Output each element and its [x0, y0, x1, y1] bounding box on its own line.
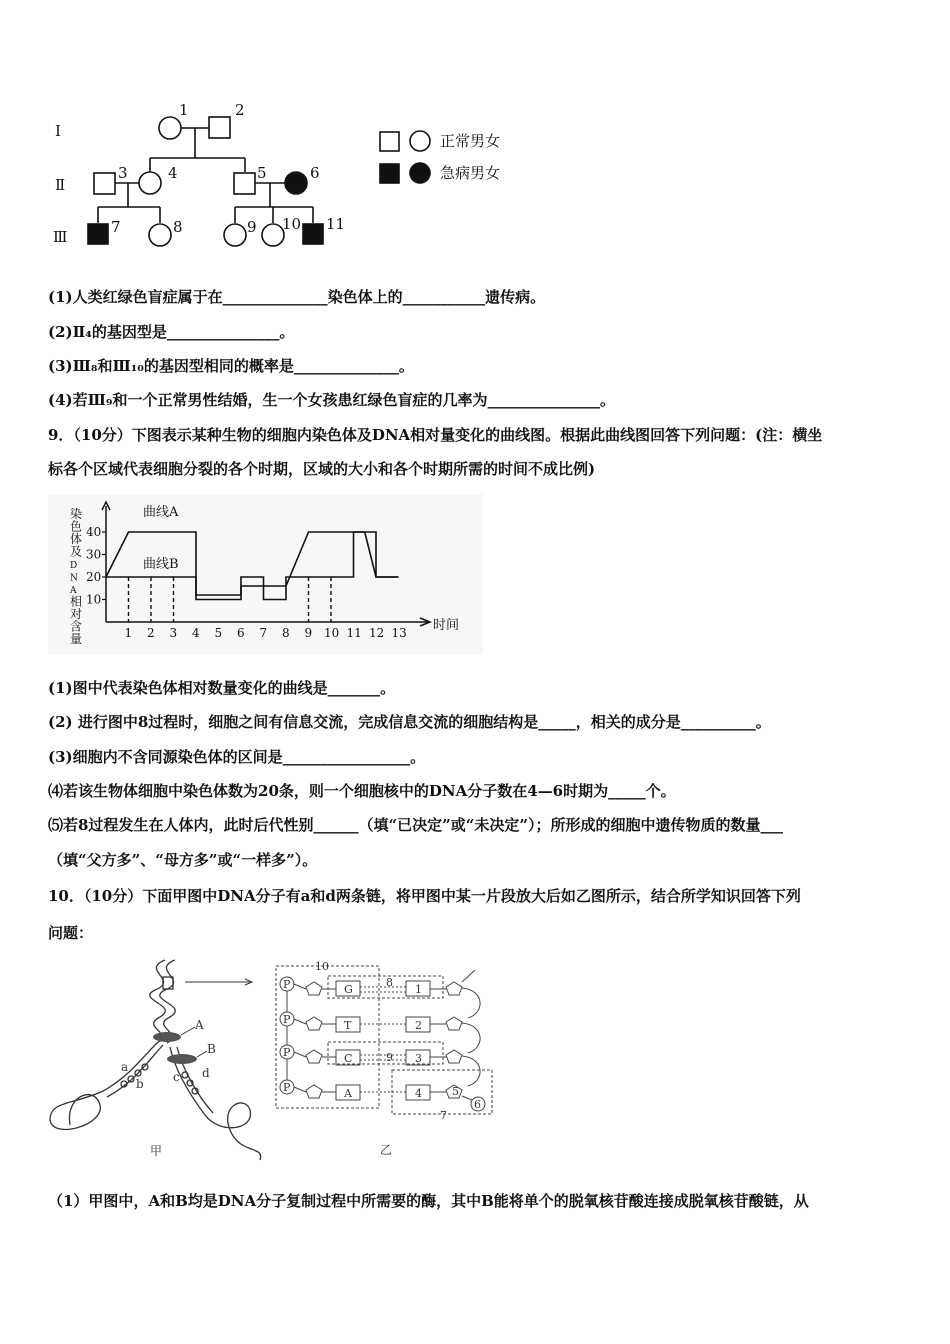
y-axis-label-char: A — [70, 586, 77, 596]
individual-number: 6 — [310, 164, 320, 182]
label-d: d — [202, 1066, 210, 1080]
q8-item-1: (1)人类红绿色盲症属于在______________染色体上的___________遗传病。 — [48, 288, 546, 306]
q9-stem-line1: 9．（10分）下图表示某种生物的细胞内染色体及DNA相对量变化的曲线图。根据此曲线图回答下列问题：(注：横坐 — [48, 426, 823, 444]
individual-number: 2 — [235, 101, 245, 119]
generation-label: Ⅲ — [53, 228, 68, 246]
phosphate-label: P — [283, 1013, 291, 1026]
legend-affected-label: 急病男女 — [440, 164, 501, 182]
enzyme-B — [167, 1054, 197, 1064]
y-axis-label-char: N — [70, 573, 78, 584]
x-tick-label: 10 — [324, 626, 340, 640]
q9-stem-line2: 标各个区域代表细胞分裂的各个时期，区域的大小和各个时期所需的时间不成比例) — [48, 460, 596, 478]
generation-label: Ⅰ — [55, 122, 61, 140]
base-number: 3 — [415, 1052, 422, 1065]
base-label: A — [344, 1087, 352, 1100]
base-number: 4 — [415, 1087, 422, 1100]
individual-7 — [88, 224, 108, 244]
q10-stem-line2: 问题： — [48, 924, 94, 942]
individual-number: 5 — [257, 164, 267, 182]
figure-jia-label: 甲 — [150, 1144, 163, 1158]
individual-number: 8 — [173, 218, 183, 236]
y-axis-label-char: 相 — [70, 594, 83, 609]
dna-structure-figure — [270, 958, 515, 1158]
series-label-B: 曲线B — [143, 557, 179, 572]
phosphate-label: P — [283, 978, 291, 991]
y-axis-label-char: 体 — [70, 532, 83, 546]
x-tick-label: 2 — [147, 626, 155, 640]
figure-yi-label: 乙 — [380, 1143, 393, 1157]
label-8: 8 — [386, 976, 393, 989]
chromosome-dna-chart — [48, 494, 483, 654]
y-tick-label: 10 — [86, 592, 102, 607]
individual-5 — [234, 173, 255, 194]
series-label-A: 曲线A — [143, 505, 179, 520]
enzyme-A — [153, 1032, 181, 1042]
label-a: a — [121, 1060, 129, 1074]
individual-number: 11 — [326, 215, 346, 233]
generation-label: Ⅱ — [55, 176, 66, 194]
base-number: 1 — [415, 983, 422, 996]
q10-stem-line1: 10．（10分）下面甲图中DNA分子有a和d两条链，将甲图中某一片段放大后如乙图所示，结合所学知识回答下列 — [48, 887, 801, 905]
phosphate-label: P — [283, 1046, 291, 1059]
q8-item-3: (3)Ⅲ₈和Ⅲ₁₀的基因型相同的概率是______________。 — [48, 357, 414, 375]
individual-10 — [262, 224, 284, 246]
x-tick-label: 1 — [124, 626, 133, 640]
individual-number: 1 — [179, 101, 189, 119]
phosphate-label: P — [283, 1081, 291, 1094]
base-number: 2 — [415, 1019, 422, 1032]
label-6: 6 — [474, 1098, 481, 1111]
y-axis-label-char: 色 — [70, 519, 83, 534]
individual-6 — [285, 172, 307, 194]
x-axis-label: 时间 — [433, 618, 460, 633]
x-tick-label: 12 — [369, 626, 385, 640]
y-axis-label-char: 及 — [70, 544, 83, 559]
legend-affected-male — [380, 164, 399, 183]
x-tick-label: 5 — [214, 626, 223, 640]
x-tick-label: 13 — [391, 626, 407, 640]
q9-item-1: (1)图中代表染色体相对数量变化的曲线是_______。 — [48, 679, 396, 697]
x-tick-label: 11 — [346, 626, 362, 640]
pedigree-chart — [40, 95, 540, 255]
individual-1 — [159, 117, 181, 139]
label-5: 5 — [452, 1085, 459, 1098]
y-axis-label-char: 含 — [70, 619, 83, 634]
legend-normal-female — [410, 131, 430, 151]
base-label: C — [344, 1052, 353, 1065]
individual-number: 3 — [118, 164, 128, 182]
individual-2 — [209, 117, 230, 138]
legend-normal-male — [380, 132, 399, 151]
individual-8 — [149, 224, 171, 246]
label-9: 9 — [386, 1051, 393, 1064]
individual-9 — [224, 224, 246, 246]
x-tick-label: 8 — [282, 626, 290, 640]
q8-item-4: (4)若Ⅲ₉和一个正常男性结婚，生一个女孩患红绿色盲症的几率为_______________。 — [48, 391, 615, 409]
label-7: 7 — [440, 1109, 447, 1122]
y-axis-label-char: 量 — [70, 632, 83, 646]
y-tick-label: 40 — [86, 525, 102, 539]
q9-item-3: (3)细胞内不含同源染色体的区间是_________________。 — [48, 748, 426, 766]
q9-item-6: （填“父方多”、“母方多”或“一样多”）。 — [48, 851, 318, 869]
y-tick-label: 20 — [86, 570, 102, 584]
base-label: G — [344, 983, 353, 996]
label-10: 10 — [315, 960, 329, 973]
q9-item-4: ⑷若该生物体细胞中染色体数为20条，则一个细胞核中的DNA分子数在4—6时期为_____个。 — [48, 782, 676, 800]
label-c: c — [173, 1070, 180, 1084]
x-tick-label: 3 — [169, 626, 178, 640]
x-tick-label: 9 — [304, 626, 313, 640]
y-axis-label-char: 对 — [70, 607, 83, 621]
dna-replication-figure — [45, 955, 275, 1165]
y-axis-label-char: 染 — [70, 507, 83, 521]
base-label: T — [344, 1019, 352, 1032]
x-tick-label: 4 — [192, 626, 200, 640]
individual-3 — [94, 173, 115, 194]
legend-normal-label: 正常男女 — [440, 132, 501, 150]
q10-item-1: （1）甲图中，A和B均是DNA分子复制过程中所需要的酶，其中B能将单个的脱氧核苷酸连接成脱氧核苷酸链，从 — [48, 1192, 809, 1210]
individual-4 — [139, 172, 161, 194]
individual-number: 9 — [247, 218, 257, 236]
x-tick-label: 7 — [259, 626, 268, 640]
y-axis-label-char: D — [70, 561, 78, 571]
q8-item-2: (2)Ⅱ₄的基因型是_______________。 — [48, 323, 295, 341]
individual-number: 10 — [282, 215, 302, 233]
individual-number: 7 — [111, 218, 121, 236]
q9-item-5: ⑸若8过程发生在人体内，此时后代性别______（填“已决定”或“未决定”）；所形成的细胞中遗传物质的数量___ — [48, 816, 783, 834]
label-B: B — [207, 1042, 216, 1056]
legend-affected-female — [410, 163, 430, 183]
y-tick-label: 30 — [86, 547, 102, 562]
x-tick-label: 6 — [237, 626, 245, 640]
individual-number: 4 — [168, 164, 178, 182]
individual-11 — [303, 224, 323, 244]
label-b: b — [136, 1077, 144, 1091]
label-A: A — [195, 1018, 204, 1032]
q9-item-2: (2) 进行图中8过程时，细胞之间有信息交流，完成信息交流的细胞结构是_____，相关的成分是__________。 — [48, 713, 771, 731]
